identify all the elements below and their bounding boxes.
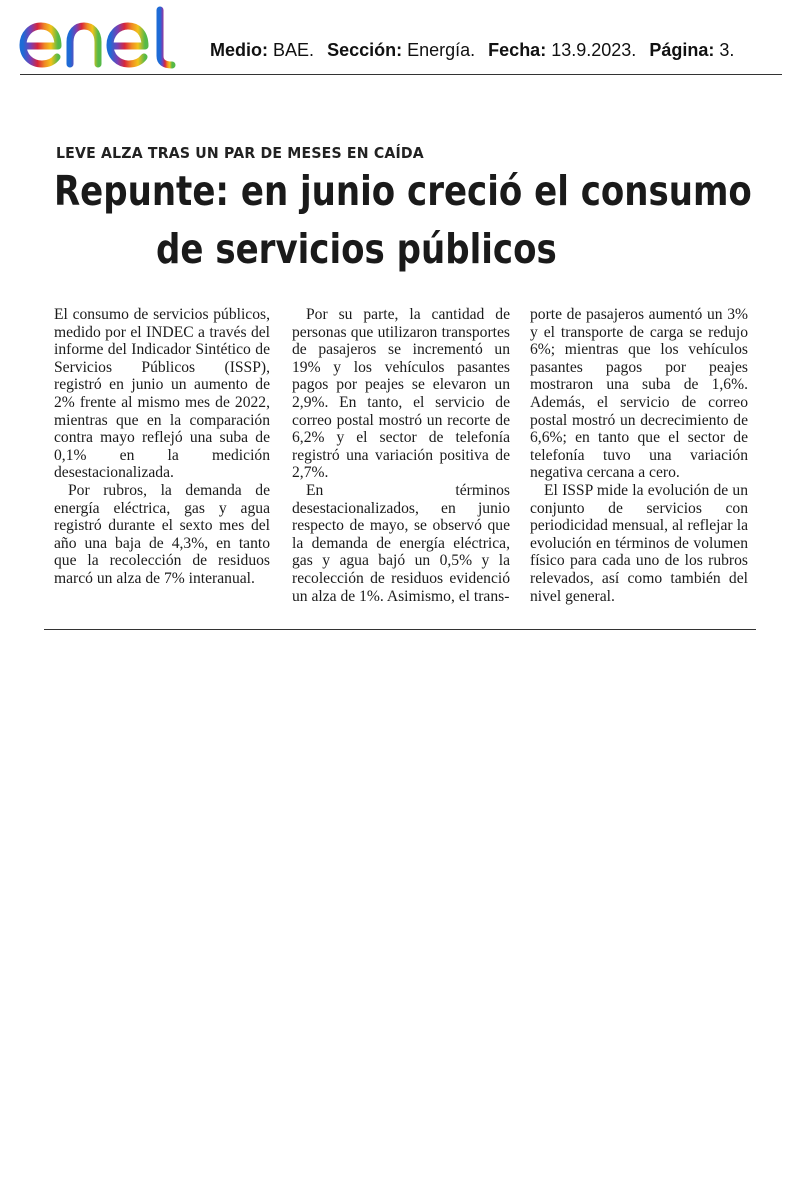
paragraph: Por su parte, la cantidad de personas que utilizaron transportes de pasajeros se incrementó un 19% y los vehículos pasantes pagos por peajes se elevaron un 2,9%. En tanto, el servicio de correo postal mostró un recorte de 6,2% y el sector de telefonía registró una variación positiva de 2,7%. [292,306,510,482]
medio-label: Medio: [210,40,268,60]
paragraph: El ISSP mide la evolución de un conjunto de servicios con periodicidad mensual, al reflejar la evolución en términos de volumen físico para cada uno de los rubros relevados, así como también del nivel general. [530,481,748,605]
body-column-3 [530,306,748,605]
paragraph: porte de pasajeros aumentó un 3% y el transporte de carga se redujo 6%; mientras que los vehículos pasantes pagos por peajes mostraron una suba de 1,6%. Además, el servicio de correo postal mostró un decrecimiento de 6,6%; en tanto que el sector de telefonía tuvo una variación negativa cercana a cero. [530,306,748,482]
header-divider [20,74,782,75]
seccion-label: Sección: [327,40,403,60]
paragraph: Por rubros, la demanda de energía eléctrica, gas y agua registró durante el sexto mes del año una baja de 4,3%, en tanto que la recolección de residuos marcó un alza de 7% interanual. [54,481,270,587]
article-headline [44,162,756,278]
headline-line-1: Repunte: en junio creció el consumo [53,167,752,215]
paragraph: El consumo de servicios públicos, medido por el INDEC a través del informe del Indicador Sintético de Servicios Públicos (ISSP), registró en junio un aumento de 2% frente al mismo mes de 2022, mientras que en la comparación contra mayo reflejó una suba de 0,1% en la medición desestacionalizada. [54,306,270,482]
pagina-label: Página: [649,40,715,60]
pagina-value: 3. [719,40,735,60]
headline-line-2: de servicios públicos [156,225,557,273]
fecha-value: 13.9.2023. [551,40,637,60]
medio-value: BAE. [273,40,315,60]
body-column-2 [292,306,510,605]
article-kicker: LEVE ALZA TRAS UN PAR DE MESES EN CAÍDA [56,144,424,162]
seccion-value: Energía. [407,40,476,60]
article-bottom-divider [44,629,756,630]
press-clip-metadata [210,40,734,61]
enel-logo [16,6,182,70]
paragraph: En términos desestacionalizados, en junio respecto de mayo, se observó que la demanda de energía eléctrica, gas y agua bajó un 0,5% y la recolección de residuos evidenció un alza de 1%. Asimismo, el trans- [292,481,510,605]
body-column-1 [54,306,270,588]
fecha-label: Fecha: [488,40,547,60]
page-header [0,0,800,76]
